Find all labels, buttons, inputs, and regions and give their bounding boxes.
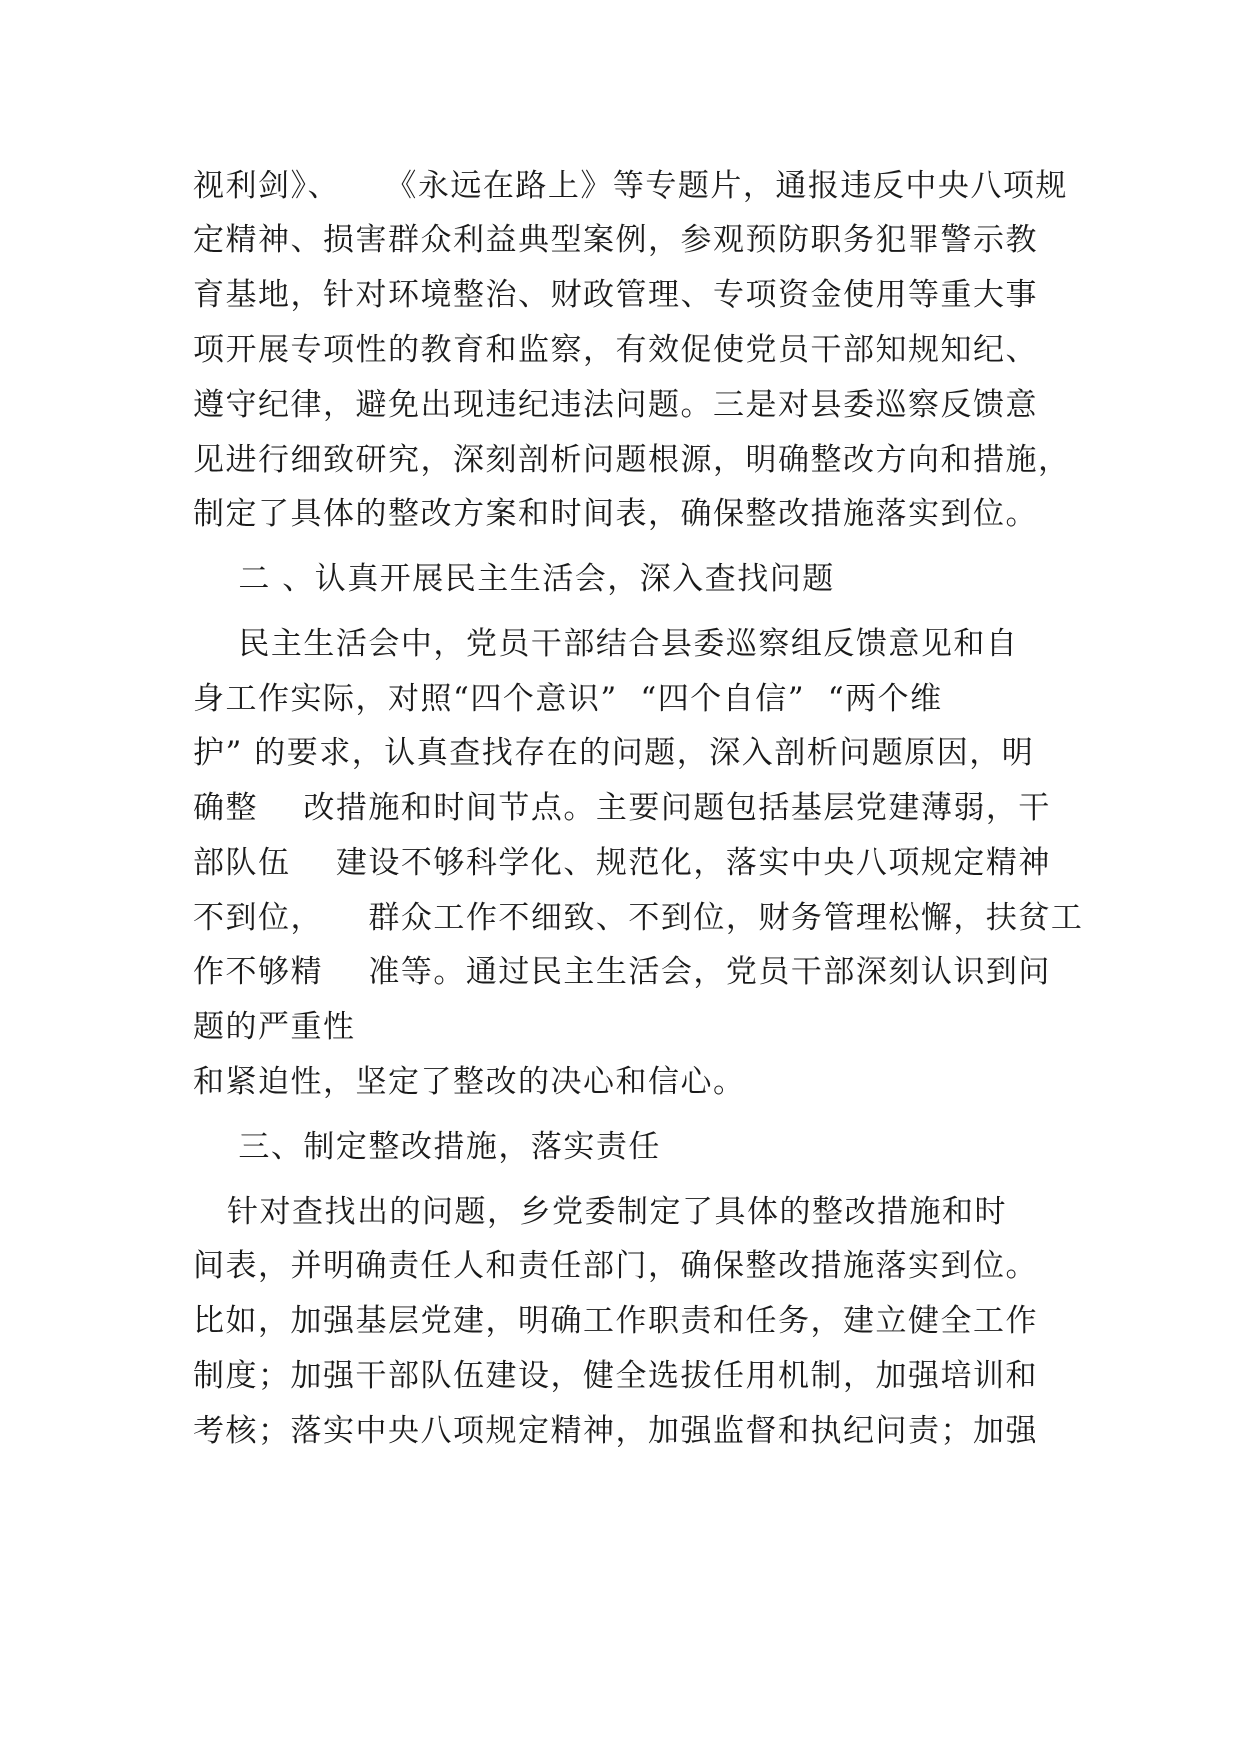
text-line: 题的严重性 [193, 1009, 356, 1045]
text-line: 部队伍 建设不够科学化、规范化，落实中央八项规定精神 [193, 845, 1051, 881]
text-line: 比如，加强基层党建，明确工作职责和任务，建立健全工作 [193, 1303, 1038, 1339]
text-line: 见进行细致研究，深刻剖析问题根源，明确整改方向和措施， [193, 442, 1071, 478]
text-line: 项开展专项性的教育和监察，有效促使党员干部知规知纪、 [193, 332, 1038, 368]
text-line: 遵守纪律，避免出现违纪违法问题。三是对县委巡察反馈意 [193, 387, 1038, 423]
text-line: 针对查找出的问题，乡党委制定了具体的整改措施和时 [193, 1194, 1008, 1230]
text-line: 不到位， 群众工作不细致、不到位，财务管理松懈，扶贫工 [193, 900, 1084, 936]
section-heading: 三、制定整改措施，落实责任 [193, 1129, 661, 1165]
text-line: 育基地，针对环境整治、财政管理、专项资金使用等重大事 [193, 277, 1038, 313]
text-line: 民主生活会中，党员干部结合县委巡察组反馈意见和自 [193, 626, 1019, 662]
text-line: 制定了具体的整改方案和时间表，确保整改措施落实到位。 [193, 496, 1038, 532]
text-line: 和紧迫性，坚定了整改的决心和信心。 [193, 1064, 746, 1100]
text-line: 视利剑》、 《永远在路上》等专题片，通报违反中央八项规 [193, 168, 1068, 204]
text-line: 考核；落实中央八项规定精神，加强监督和执纪问责；加强 [193, 1413, 1038, 1449]
section-heading: 二 、认真开展民主生活会，深入查找问题 [193, 561, 835, 597]
text-line: 护” 的要求，认真查找存在的问题，深入剖析问题原因，明 [193, 735, 1035, 771]
text-line: 作不够精 准等。通过民主生活会，党员干部深刻认识到问 [193, 954, 1051, 990]
text-line: 身工作实际，对照“四个意识” “四个自信” “两个维 [193, 681, 943, 717]
text-line: 间表，并明确责任人和责任部门，确保整改措施落实到位。 [193, 1248, 1038, 1284]
text-line: 定精神、损害群众利益典型案例，参观预防职务犯罪警示教 [193, 222, 1038, 258]
text-line: 确整 改措施和时间节点。主要问题包括基层党建薄弱，干 [193, 790, 1051, 826]
text-line: 制度；加强干部队伍建设，健全选拔任用机制，加强培训和 [193, 1358, 1038, 1394]
